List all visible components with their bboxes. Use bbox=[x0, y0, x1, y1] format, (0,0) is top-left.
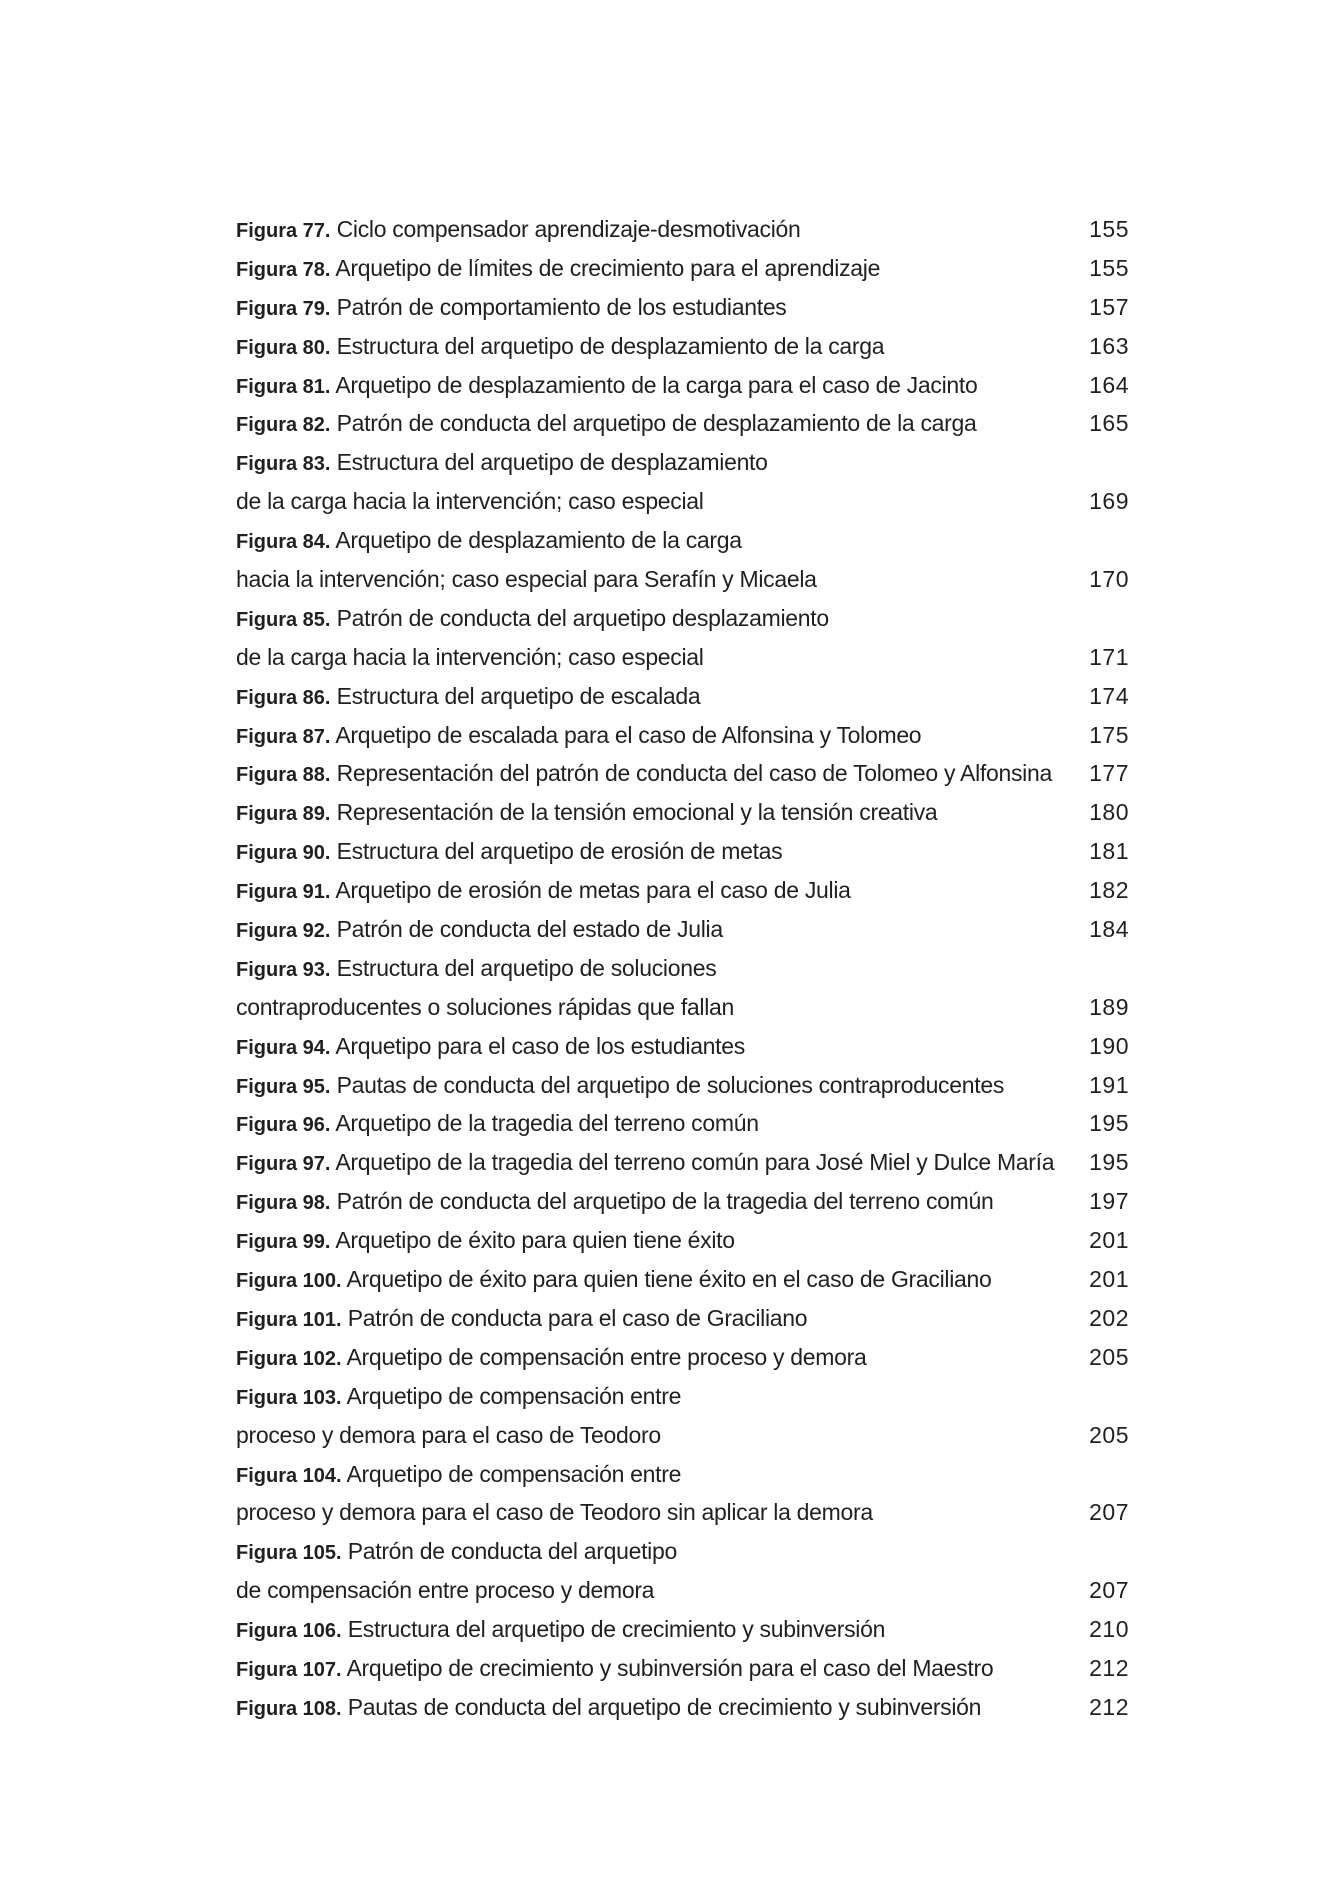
figure-entry-line bbox=[236, 1610, 1129, 1649]
page-number: 201 bbox=[1089, 1227, 1129, 1254]
figure-caption bbox=[236, 1493, 1079, 1532]
page-number: 170 bbox=[1089, 566, 1129, 593]
figure-caption bbox=[236, 1455, 1079, 1496]
figure-caption bbox=[236, 1610, 1079, 1651]
page-number: 212 bbox=[1089, 1654, 1129, 1681]
figure-caption bbox=[236, 1143, 1079, 1184]
figure-number: Figura 103. bbox=[236, 1386, 342, 1409]
figure-caption-text: Arquetipo de límites de crecimiento para el aprendizaje bbox=[335, 254, 881, 281]
figure-caption bbox=[236, 482, 1079, 521]
figure-caption bbox=[236, 560, 1079, 599]
figure-entry-line bbox=[236, 1493, 1129, 1532]
figure-entry-line bbox=[236, 1104, 1129, 1143]
figure-number: Figura 83. bbox=[236, 453, 331, 476]
figure-entry-line bbox=[236, 793, 1129, 832]
figure-number: Figura 101. bbox=[236, 1308, 342, 1331]
figure-caption bbox=[236, 871, 1079, 912]
figure-caption-text: Estructura del arquetipo de crecimiento y subinversión bbox=[347, 1616, 886, 1643]
figure-entry-line bbox=[236, 599, 1129, 638]
figure-caption-text: hacia la intervención; caso especial para Serafín y Micaela bbox=[236, 566, 817, 593]
figure-entry bbox=[236, 1104, 1129, 1143]
figure-caption-text: Patrón de conducta del arquetipo de desplazamiento de la carga bbox=[336, 410, 977, 437]
figure-entry bbox=[236, 1299, 1129, 1338]
figure-caption-text: Arquetipo de compensación entre bbox=[346, 1382, 682, 1409]
figure-caption-text: Arquetipo de compensación entre bbox=[346, 1460, 682, 1487]
figure-entry-line bbox=[236, 1338, 1129, 1377]
figure-caption bbox=[236, 1532, 1079, 1573]
figure-entry-line bbox=[236, 1455, 1129, 1494]
figure-entry bbox=[236, 288, 1129, 327]
figure-caption-text: Patrón de conducta del arquetipo bbox=[347, 1538, 677, 1565]
figure-entry bbox=[236, 1649, 1129, 1688]
figure-entry-line bbox=[236, 1299, 1129, 1338]
figure-number: Figura 104. bbox=[236, 1464, 342, 1487]
figure-entry-line bbox=[236, 1143, 1129, 1182]
list-of-figures bbox=[236, 210, 1129, 1727]
figure-number: Figura 107. bbox=[236, 1658, 342, 1681]
figure-caption-text: Estructura del arquetipo de erosión de metas bbox=[336, 838, 783, 865]
page-number: 212 bbox=[1089, 1693, 1129, 1720]
figure-number: Figura 100. bbox=[236, 1270, 342, 1293]
figure-caption bbox=[236, 949, 1079, 990]
figure-entry bbox=[236, 1610, 1129, 1649]
figure-entry-line bbox=[236, 1532, 1129, 1571]
figure-entry-line bbox=[236, 871, 1129, 910]
figure-caption-text: de la carga hacia la intervención; caso especial bbox=[236, 488, 704, 515]
figure-entry bbox=[236, 599, 1129, 677]
figure-caption-text: Arquetipo de crecimiento y subinversión para el caso del Maestro bbox=[346, 1654, 994, 1681]
page-number: 182 bbox=[1089, 877, 1129, 904]
figure-caption-text: Arquetipo de la tragedia del terreno común bbox=[335, 1110, 759, 1137]
figure-caption bbox=[236, 1377, 1079, 1418]
figure-caption-text: Arquetipo de éxito para quien tiene éxito en el caso de Graciliano bbox=[346, 1266, 992, 1293]
figure-caption-text: Representación de la tensión emocional y la tensión creativa bbox=[336, 799, 938, 826]
figure-caption-text: Ciclo compensador aprendizaje-desmotivación bbox=[336, 216, 801, 242]
figure-caption-text: Arquetipo de erosión de metas para el caso de Julia bbox=[335, 877, 851, 904]
page-number: 190 bbox=[1089, 1032, 1129, 1059]
figure-caption bbox=[236, 1027, 1079, 1068]
figure-number: Figura 99. bbox=[236, 1231, 331, 1254]
figure-entry bbox=[236, 1688, 1129, 1727]
figure-number: Figura 78. bbox=[236, 258, 331, 281]
figure-number: Figura 80. bbox=[236, 336, 331, 359]
figure-caption-text: Representación del patrón de conducta del caso de Tolomeo y Alfonsina bbox=[336, 760, 1052, 787]
figure-caption bbox=[236, 327, 1079, 368]
figure-entry bbox=[236, 793, 1129, 832]
figure-caption-text: Estructura del arquetipo de desplazamiento bbox=[336, 449, 768, 476]
figure-caption bbox=[236, 249, 1079, 290]
figure-entry bbox=[236, 1066, 1129, 1105]
figure-caption bbox=[236, 1416, 1079, 1455]
page-number: 155 bbox=[1089, 216, 1129, 242]
figure-caption-text: proceso y demora para el caso de Teodoro sin aplicar la demora bbox=[236, 1499, 873, 1526]
page-number: 207 bbox=[1089, 1499, 1129, 1526]
figure-caption bbox=[236, 793, 1079, 834]
figure-entry-line bbox=[236, 638, 1129, 677]
figure-entry bbox=[236, 1182, 1129, 1221]
figure-caption-text: Estructura del arquetipo de escalada bbox=[336, 682, 701, 709]
figure-caption bbox=[236, 288, 1079, 329]
figure-number: Figura 86. bbox=[236, 686, 331, 709]
figure-caption-text: Estructura del arquetipo de soluciones bbox=[336, 954, 717, 981]
figure-caption-text: Estructura del arquetipo de desplazamiento de la carga bbox=[336, 332, 885, 359]
figure-entry-line bbox=[236, 210, 1129, 249]
figure-caption bbox=[236, 521, 1079, 562]
page-number: 205 bbox=[1089, 1421, 1129, 1448]
figure-entry-line bbox=[236, 560, 1129, 599]
figure-caption-text: Patrón de conducta del arquetipo de la tragedia del terreno común bbox=[336, 1188, 994, 1215]
figure-number: Figura 93. bbox=[236, 958, 331, 981]
figure-entry-line bbox=[236, 910, 1129, 949]
figure-caption-text: Arquetipo de desplazamiento de la carga para el caso de Jacinto bbox=[335, 371, 978, 398]
figure-caption-text: Patrón de comportamiento de los estudiantes bbox=[336, 293, 787, 320]
figure-number: Figura 89. bbox=[236, 803, 331, 826]
figure-entry-line bbox=[236, 288, 1129, 327]
figure-caption bbox=[236, 1066, 1079, 1107]
figure-entry bbox=[236, 404, 1129, 443]
figure-caption-text: Arquetipo de compensación entre proceso y demora bbox=[346, 1343, 867, 1370]
figure-number: Figura 84. bbox=[236, 531, 331, 554]
figure-entry-line bbox=[236, 716, 1129, 755]
figure-caption bbox=[236, 988, 1079, 1027]
page-number: 201 bbox=[1089, 1266, 1129, 1293]
figure-caption bbox=[236, 832, 1079, 873]
page-number: 197 bbox=[1089, 1188, 1129, 1215]
figure-entry-line bbox=[236, 1182, 1129, 1221]
figure-entry-line bbox=[236, 832, 1129, 871]
page-number: 174 bbox=[1089, 682, 1129, 709]
figure-entry-line bbox=[236, 482, 1129, 521]
figure-number: Figura 102. bbox=[236, 1347, 342, 1370]
figure-entry-line bbox=[236, 249, 1129, 288]
figure-entry bbox=[236, 716, 1129, 755]
figure-caption bbox=[236, 1338, 1079, 1379]
figure-entry-line bbox=[236, 366, 1129, 405]
figure-caption-text: Pautas de conducta del arquetipo de soluciones contraproducentes bbox=[336, 1071, 1005, 1098]
figure-caption bbox=[236, 1571, 1079, 1610]
page-number: 165 bbox=[1089, 410, 1129, 437]
figure-caption-text: Pautas de conducta del arquetipo de crecimiento y subinversión bbox=[347, 1693, 982, 1720]
page-number: 191 bbox=[1089, 1071, 1129, 1098]
figure-caption-text: Arquetipo de escalada para el caso de Alfonsina y Tolomeo bbox=[335, 721, 922, 748]
figure-entry-line bbox=[236, 1571, 1129, 1610]
figure-number: Figura 97. bbox=[236, 1153, 331, 1176]
figure-entry-line bbox=[236, 1260, 1129, 1299]
figure-entry bbox=[236, 1338, 1129, 1377]
figure-entry bbox=[236, 1221, 1129, 1260]
page-number: 181 bbox=[1089, 838, 1129, 865]
figure-entry bbox=[236, 1455, 1129, 1533]
figure-entry bbox=[236, 1532, 1129, 1610]
figure-caption bbox=[236, 1182, 1079, 1223]
figure-entry-line bbox=[236, 949, 1129, 988]
page-number: 175 bbox=[1089, 721, 1129, 748]
figure-number: Figura 95. bbox=[236, 1075, 331, 1098]
figure-entry bbox=[236, 327, 1129, 366]
figure-number: Figura 77. bbox=[236, 220, 331, 242]
figure-number: Figura 85. bbox=[236, 608, 331, 631]
page-number: 180 bbox=[1089, 799, 1129, 826]
figure-entry bbox=[236, 910, 1129, 949]
figure-entry-line bbox=[236, 521, 1129, 560]
figure-caption bbox=[236, 910, 1079, 951]
figure-caption bbox=[236, 1260, 1079, 1301]
figure-entry-line bbox=[236, 1027, 1129, 1066]
figure-number: Figura 90. bbox=[236, 842, 331, 865]
figure-entry bbox=[236, 1143, 1129, 1182]
figure-number: Figura 79. bbox=[236, 297, 331, 320]
page-number: 195 bbox=[1089, 1110, 1129, 1137]
figure-entry bbox=[236, 1027, 1129, 1066]
page-number: 210 bbox=[1089, 1616, 1129, 1643]
page-number: 202 bbox=[1089, 1304, 1129, 1331]
figure-entry-line bbox=[236, 1377, 1129, 1416]
figure-caption-text: Arquetipo para el caso de los estudiantes bbox=[335, 1032, 745, 1059]
page-number: 207 bbox=[1089, 1577, 1129, 1604]
figure-number: Figura 98. bbox=[236, 1192, 331, 1215]
figure-number: Figura 105. bbox=[236, 1542, 342, 1565]
figure-caption bbox=[236, 1299, 1079, 1340]
page-number: 195 bbox=[1089, 1149, 1129, 1176]
figure-number: Figura 92. bbox=[236, 920, 331, 943]
figure-caption bbox=[236, 1649, 1079, 1690]
page-number: 177 bbox=[1089, 760, 1129, 787]
figure-entry-line bbox=[236, 1649, 1129, 1688]
figure-entry bbox=[236, 521, 1129, 599]
figure-entry-line bbox=[236, 988, 1129, 1027]
figure-entry-line bbox=[236, 1221, 1129, 1260]
figure-caption-text: de compensación entre proceso y demora bbox=[236, 1577, 655, 1604]
page-number: 189 bbox=[1089, 993, 1129, 1020]
figure-caption bbox=[236, 599, 1079, 640]
figure-entry-line bbox=[236, 327, 1129, 366]
figure-entry bbox=[236, 1260, 1129, 1299]
figure-caption-text: proceso y demora para el caso de Teodoro bbox=[236, 1421, 661, 1448]
page-number: 155 bbox=[1089, 254, 1129, 281]
figure-entry-line bbox=[236, 443, 1129, 482]
page-number: 164 bbox=[1089, 371, 1129, 398]
figure-number: Figura 81. bbox=[236, 375, 331, 398]
figure-number: Figura 91. bbox=[236, 881, 331, 904]
figure-caption bbox=[236, 677, 1079, 718]
figure-entry bbox=[236, 1377, 1129, 1455]
figure-number: Figura 82. bbox=[236, 414, 331, 437]
figure-caption bbox=[236, 404, 1079, 445]
figure-caption-text: Patrón de conducta del arquetipo desplazamiento bbox=[336, 604, 829, 631]
figure-caption-text: contraproducentes o soluciones rápidas que fallan bbox=[236, 993, 735, 1020]
figure-caption bbox=[236, 366, 1079, 407]
figure-entry bbox=[236, 949, 1129, 1027]
figure-entry-line bbox=[236, 1688, 1129, 1727]
figure-entry bbox=[236, 832, 1129, 871]
figure-caption-text: Arquetipo de la tragedia del terreno común para José Miel y Dulce María bbox=[335, 1149, 1055, 1176]
figure-caption-text: Patrón de conducta del estado de Julia bbox=[336, 916, 723, 943]
figure-number: Figura 106. bbox=[236, 1620, 342, 1643]
page-number: 157 bbox=[1089, 293, 1129, 320]
figure-entry-line bbox=[236, 754, 1129, 793]
figure-entry-line bbox=[236, 1066, 1129, 1105]
page-number: 184 bbox=[1089, 916, 1129, 943]
page-number: 171 bbox=[1089, 643, 1129, 670]
figure-caption-text: de la carga hacia la intervención; caso especial bbox=[236, 643, 704, 670]
figure-caption bbox=[236, 1688, 1079, 1729]
figure-entry bbox=[236, 366, 1129, 405]
figure-caption-text: Arquetipo de desplazamiento de la carga bbox=[335, 527, 742, 554]
figure-entry bbox=[236, 443, 1129, 521]
figure-number: Figura 96. bbox=[236, 1114, 331, 1137]
figure-caption bbox=[236, 1104, 1079, 1145]
page-number: 169 bbox=[1089, 488, 1129, 515]
figure-caption-text: Arquetipo de éxito para quien tiene éxito bbox=[335, 1227, 735, 1254]
page-number: 163 bbox=[1089, 332, 1129, 359]
figure-number: Figura 87. bbox=[236, 725, 331, 748]
figure-caption bbox=[236, 716, 1079, 757]
figure-caption bbox=[236, 754, 1079, 795]
figure-entry bbox=[236, 249, 1129, 288]
figure-caption bbox=[236, 638, 1079, 677]
figure-entry-line bbox=[236, 1416, 1129, 1455]
figure-caption bbox=[236, 1221, 1079, 1262]
figure-entry-line bbox=[236, 404, 1129, 443]
figure-entry bbox=[236, 871, 1129, 910]
figure-caption bbox=[236, 210, 1079, 251]
figure-entry bbox=[236, 210, 1129, 249]
figure-caption bbox=[236, 443, 1079, 484]
figure-number: Figura 94. bbox=[236, 1036, 331, 1059]
figure-entry-line bbox=[236, 677, 1129, 716]
figure-number: Figura 108. bbox=[236, 1697, 342, 1720]
figure-caption-text: Patrón de conducta para el caso de Graciliano bbox=[347, 1304, 808, 1331]
figure-number: Figura 88. bbox=[236, 764, 331, 787]
page-number: 205 bbox=[1089, 1343, 1129, 1370]
figure-entry bbox=[236, 754, 1129, 793]
figure-entry bbox=[236, 677, 1129, 716]
